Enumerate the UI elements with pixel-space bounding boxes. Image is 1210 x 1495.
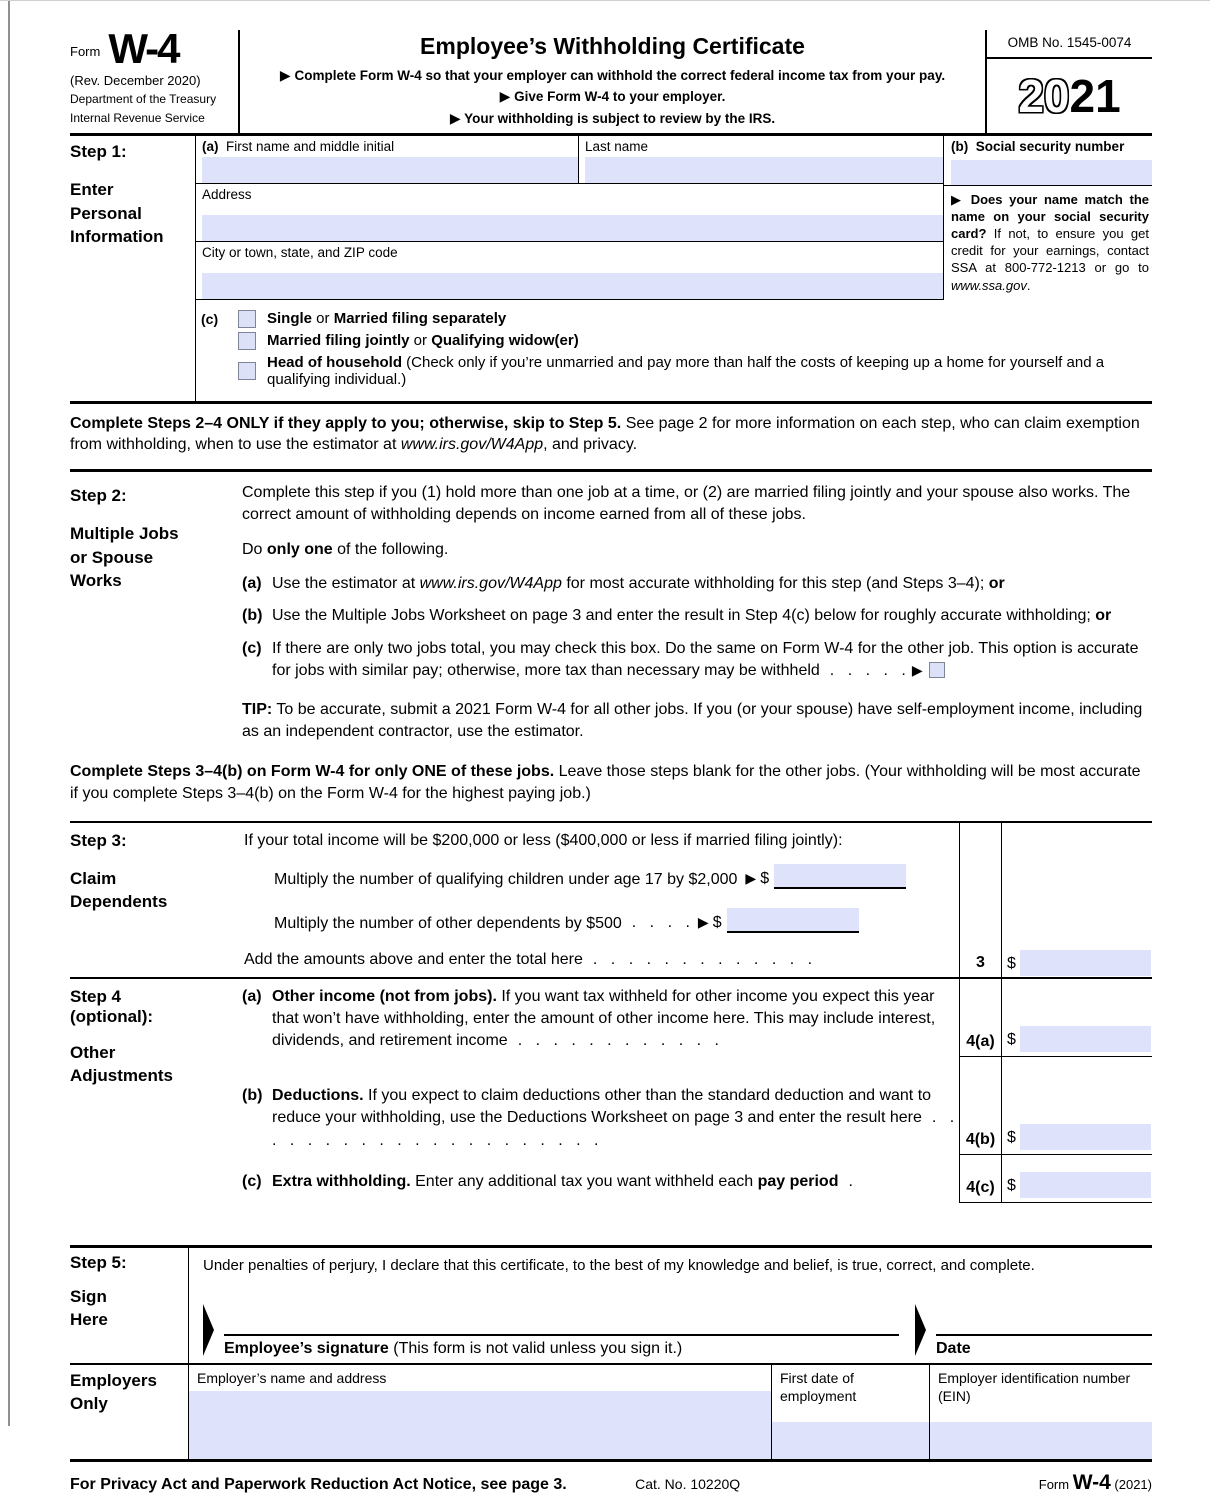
other-dependents-amount-input[interactable] xyxy=(727,908,859,933)
dot-leader: . . . . . . . . . . . . . xyxy=(592,950,813,968)
label-c-prefix: (c) xyxy=(201,310,219,327)
step2-label xyxy=(70,482,242,744)
ein-input[interactable] xyxy=(930,1422,1152,1459)
item-b-body: Use the Multiple Jobs Worksheet on page 3 and enter the result in Step 4(c) below for roughly accurate withholding; xyxy=(272,607,1096,625)
step4b-row xyxy=(242,1057,959,1155)
label-b-prefix: (b) xyxy=(951,138,969,154)
tax-year xyxy=(987,59,1152,133)
ssn-column xyxy=(944,136,1152,300)
dot-leader: . xyxy=(848,1172,853,1190)
item-b-prefix: (b) xyxy=(242,607,263,625)
year-solid: 21 xyxy=(1069,69,1121,122)
arrow-icon: ▶ xyxy=(449,109,461,126)
header-bullet-2 xyxy=(250,86,975,107)
item-a-pre: Use the estimator at xyxy=(272,575,420,593)
omb-year-block xyxy=(987,30,1152,133)
ssn-cell xyxy=(944,139,1152,186)
bullet-3-text: Your withholding is subject to review by the IRS. xyxy=(464,110,776,126)
first-name-label-text: First name and middle initial xyxy=(226,138,395,154)
children-row-text: Multiply the number of qualifying children under age 17 by $2,000 xyxy=(274,870,738,888)
line-4a-number: 4(a) xyxy=(959,979,1002,1057)
revision-date: (Rev. December 2020) xyxy=(70,72,201,88)
ssa-gov-link: www.ssa.gov xyxy=(951,277,1027,293)
do-post: of the following. xyxy=(332,540,449,558)
dollar-sign: $ xyxy=(712,913,722,931)
step4-title: Step 4 xyxy=(70,986,122,1006)
w4app-link: www.irs.gov/W4App xyxy=(419,575,562,593)
header-bullet-3 xyxy=(250,108,975,129)
step4a-item xyxy=(242,986,959,1052)
step4-label xyxy=(70,979,242,1203)
step2-title: Step 2: xyxy=(70,485,127,505)
form-number: W-4 xyxy=(108,25,179,72)
ssa-note-end: . xyxy=(1026,277,1031,293)
page-left-edge xyxy=(8,0,10,1426)
step5-title: Step 5: xyxy=(70,1252,127,1272)
step2-body xyxy=(242,482,1152,744)
ein-cell xyxy=(930,1365,1152,1459)
date-label xyxy=(936,1336,1152,1358)
item-a-text xyxy=(272,573,1152,595)
notice24-bold: Complete Steps 2–4 ONLY if they apply to you; otherwise, skip to Step 5. xyxy=(70,414,622,432)
footer-form-number: W-4 xyxy=(1072,1470,1111,1494)
single-mid: or xyxy=(312,310,334,328)
footer-form-id xyxy=(1039,1471,1152,1495)
item-a-post: for most accurate withholding for this step (and Steps 3–4); xyxy=(561,575,989,593)
step4b-item xyxy=(242,1085,959,1151)
filing-option-married-jointly xyxy=(201,332,1152,350)
year-outline: 20 xyxy=(1018,69,1070,122)
step4c-amount-input[interactable] xyxy=(1020,1172,1151,1198)
header-bullet-1 xyxy=(250,65,975,86)
single-option-text xyxy=(267,310,506,327)
city-label: City or town, state, and ZIP code xyxy=(202,244,398,260)
item-a-or: or xyxy=(988,575,1005,593)
employers-only-label xyxy=(70,1365,188,1459)
item-4c-text xyxy=(272,1171,859,1193)
ssa-note xyxy=(951,186,1152,300)
married-jointly-text xyxy=(267,332,579,349)
step4c-amount-cell xyxy=(1002,1155,1152,1203)
do-pre: Do xyxy=(242,540,267,558)
form-title: Employee’s Withholding Certificate xyxy=(420,33,805,59)
dot-leader: . . . . . xyxy=(829,662,906,680)
step2-do-line xyxy=(242,539,1152,561)
signature-label-rest: (This form is not valid unless you sign it.) xyxy=(388,1339,683,1357)
employers-only-title: Employers Only xyxy=(70,1370,157,1413)
city-input[interactable] xyxy=(202,273,943,299)
item-4b-text xyxy=(272,1085,959,1151)
employers-only-section xyxy=(70,1365,1152,1462)
first-name-cell xyxy=(196,136,578,183)
first-name-label xyxy=(202,139,578,157)
employers-body xyxy=(188,1365,1152,1459)
arrow-icon: ▶ xyxy=(951,191,971,207)
date-arrow-icon xyxy=(915,1304,926,1356)
item-4b-prefix: (b) xyxy=(242,1087,263,1105)
dollar-sign: $ xyxy=(1007,954,1016,972)
dot-leader: . . . . . . . . . . . . . . . . . . . . . xyxy=(272,1109,955,1149)
qualifying-children-row xyxy=(274,864,959,889)
step4a-row xyxy=(242,979,959,1057)
step2-section xyxy=(70,472,1152,750)
step4c-row xyxy=(242,1155,959,1203)
item-c-body: If there are only two jobs total, you may check this box. Do the same on Form W-4 for the other job. This option is accurate for jobs with similar pay; otherwise, more tax than necessary may be withheld xyxy=(272,639,1139,680)
line-4c-number: 4(c) xyxy=(959,1155,1002,1203)
ssa-note-bold: Does your name match the name on your social security card? xyxy=(951,191,1149,242)
step1-fields xyxy=(196,136,944,300)
step3-total-cell xyxy=(1002,823,1152,977)
last-name-cell xyxy=(578,136,943,183)
single-bold: Single xyxy=(267,310,313,328)
ssn-label xyxy=(951,139,1152,157)
step4a-amount-input[interactable] xyxy=(1020,1026,1151,1052)
checkbox-head-household[interactable] xyxy=(238,362,256,380)
employer-name-label: Employer’s name and address xyxy=(197,1369,387,1386)
form-footer xyxy=(70,1462,1152,1495)
first-date-employment-input[interactable] xyxy=(772,1422,929,1459)
date-field xyxy=(936,1306,1152,1358)
step4b-amount-cell xyxy=(1002,1057,1152,1155)
address-label: Address xyxy=(202,186,252,202)
omb-number: OMB No. 1545-0074 xyxy=(987,30,1152,59)
signature-row xyxy=(203,1304,1152,1363)
step4b-amount-input[interactable] xyxy=(1020,1124,1151,1150)
item-4a-prefix: (a) xyxy=(242,987,262,1005)
mfj-bold2: Qualifying widow(er) xyxy=(431,332,579,350)
item-4b-body: If you expect to claim deductions other than the standard deduction and want to reduce your withholding, use the Deductions Worksheet on page 3 and enter the result here xyxy=(272,1087,932,1127)
dollar-sign: $ xyxy=(760,869,770,887)
step2-item-c xyxy=(242,638,1152,683)
item-4a-body: If you want tax withheld for other income you expect this year that won’t have withholding, enter the amount of other income here. This may include interest, dividends, and retirement income xyxy=(272,987,936,1049)
last-name-input[interactable] xyxy=(585,157,943,183)
item-b-or: or xyxy=(1095,607,1112,625)
first-date-label: First date of employment xyxy=(780,1369,857,1404)
step5-subtitle: Sign Here xyxy=(70,1286,108,1330)
item-4c-prefix: (c) xyxy=(242,1172,262,1190)
agency-line: Internal Revenue Service xyxy=(70,111,205,126)
form-header xyxy=(70,25,1152,136)
first-name-input[interactable] xyxy=(202,157,578,183)
employer-name-address-input[interactable] xyxy=(189,1391,771,1459)
step3-section xyxy=(70,823,1152,979)
form-word: Form xyxy=(70,43,101,59)
item-4b-bold: Deductions. xyxy=(272,1087,364,1105)
do-bold: only one xyxy=(266,540,333,558)
employee-signature-line[interactable] xyxy=(224,1306,899,1336)
footer-form-year: (2021) xyxy=(1110,1476,1152,1492)
item-4a-text xyxy=(272,986,959,1052)
mfj-bold: Married filing jointly xyxy=(267,332,410,350)
tip-bold: TIP: xyxy=(242,700,273,718)
address-cell xyxy=(196,184,943,242)
checkbox-married-jointly[interactable] xyxy=(238,332,256,350)
step4-subtitle: Other Adjustments xyxy=(70,1042,173,1086)
step1-subtitle: Enter Personal Information xyxy=(70,179,164,247)
signature-label-bold: Employee’s signature xyxy=(224,1339,389,1357)
signature-field xyxy=(224,1306,899,1358)
filing-option-single xyxy=(201,310,1152,328)
step4-optional: (optional): xyxy=(70,1006,154,1026)
last-name-label: Last name xyxy=(584,138,648,154)
step2-subtitle: Multiple Jobs or Spouse Works xyxy=(70,523,179,591)
other-dependents-text: Multiply the number of other dependents by $500 xyxy=(274,914,622,932)
head-household-text xyxy=(267,354,1152,388)
spacer xyxy=(70,1203,1152,1245)
department-line: Department of the Treasury xyxy=(70,91,217,106)
hoh-rest: (Check only if you’re unmarried and pay more than half the costs of keeping up a home for yourself and a qualifying individual.) xyxy=(267,353,1105,388)
arrow-icon: ▶ xyxy=(911,662,923,679)
checkbox-two-jobs[interactable] xyxy=(929,662,945,678)
item-a-prefix: (a) xyxy=(242,575,262,593)
item-4c-bold: Extra withholding. xyxy=(272,1172,411,1190)
checkbox-single[interactable] xyxy=(238,310,256,328)
step2-item-b xyxy=(242,605,1152,627)
step3-total-input[interactable] xyxy=(1020,950,1151,976)
step4a-amount-cell xyxy=(1002,979,1152,1057)
notice-steps-3-4b xyxy=(70,757,1152,822)
item-4c-body: Enter any additional tax you want withheld each xyxy=(410,1172,758,1190)
dollar-sign: $ xyxy=(1007,1176,1016,1194)
city-cell xyxy=(196,242,943,300)
dollar-sign: $ xyxy=(1007,1128,1016,1146)
ssn-label-text: Social security number xyxy=(975,138,1125,154)
dollar-sign: $ xyxy=(1007,1030,1016,1048)
mfj-mid: or xyxy=(409,332,432,350)
step4-section xyxy=(70,979,1152,1203)
qualifying-children-amount-input[interactable] xyxy=(774,864,906,889)
date-label-text: Date xyxy=(936,1339,971,1357)
step1-label xyxy=(70,136,195,401)
notice-steps-2-4 xyxy=(70,404,1152,472)
address-input[interactable] xyxy=(202,215,943,241)
catalog-number: Cat. No. 10220Q xyxy=(635,1475,741,1492)
step2-intro: Complete this step if you (1) hold more than one job at a time, or (2) are married filing jointly and your spouse also works. The correct amount of withholding depends on income earned from all of these jobs. xyxy=(242,483,1131,524)
date-line[interactable] xyxy=(936,1306,1152,1336)
footer-form-word: Form xyxy=(1038,1476,1073,1492)
hoh-bold: Head of household xyxy=(267,353,402,371)
step3-label xyxy=(70,823,242,977)
item-4a-bold: Other income (not from jobs). xyxy=(272,987,497,1005)
page-top-edge xyxy=(0,0,1210,1)
item-c-text xyxy=(272,638,1152,683)
item-c-prefix: (c) xyxy=(242,639,262,657)
step5-body xyxy=(188,1248,1152,1363)
notice24-end: , and privacy. xyxy=(543,436,638,454)
step1-title: Step 1: xyxy=(70,141,127,161)
bullet-2-text: Give Form W-4 to your employer. xyxy=(514,89,726,105)
arrow-icon: ▶ xyxy=(279,67,291,83)
step3-intro: If your total income will be $200,000 or less ($400,000 or less if married filing jointly): xyxy=(244,831,843,849)
step2-item-a xyxy=(242,573,1152,595)
notice34-bold: Complete Steps 3–4(b) on Form W-4 for only ONE of these jobs. xyxy=(70,763,555,781)
arrow-icon: ▶ xyxy=(697,913,709,930)
employer-name-cell xyxy=(189,1365,772,1459)
signature-arrow-icon xyxy=(203,1304,214,1356)
notice34-text: Leave those steps blank for the other jobs. (Your withholding will be most accurate if you complete Steps 3–4(b) on the Form W-4 for the highest paying job.) xyxy=(70,763,1141,802)
filing-option-head-household xyxy=(201,354,1152,388)
privacy-notice: For Privacy Act and Paperwork Reduction Act Notice, see page 3. xyxy=(70,1475,567,1493)
dot-leader: . . . . xyxy=(631,913,690,931)
form-id-block xyxy=(70,25,238,133)
tip-text: To be accurate, submit a 2021 Form W-4 for all other jobs. If you (or your spouse) have self-employment income, including as an independent contractor, use the estimator. xyxy=(242,700,1143,740)
single-bold2: Married filing separately xyxy=(333,310,507,328)
w4app-link: www.irs.gov/W4App xyxy=(400,436,544,454)
bullet-1-text: Complete Form W-4 so that your employer can withhold the correct federal income tax from your pay. xyxy=(294,68,946,83)
first-date-cell xyxy=(772,1365,930,1459)
filing-status-group xyxy=(196,300,1152,401)
label-a-prefix: (a) xyxy=(202,138,219,154)
line-4b-number: 4(b) xyxy=(959,1057,1002,1155)
perjury-statement: Under penalties of perjury, I declare that this certificate, to the best of my knowledge and belief, is true, correct, and complete. xyxy=(203,1256,1035,1274)
item-4c-bold2: pay period xyxy=(757,1172,839,1190)
step2-tip xyxy=(242,699,1152,744)
dot-leader: . . . . . . . . . . . . xyxy=(517,1031,719,1049)
step3-title: Step 3: xyxy=(70,830,127,850)
form-title-block xyxy=(238,30,987,133)
arrow-icon: ▶ xyxy=(499,88,511,105)
step4c-item xyxy=(242,1171,859,1193)
line-3-number: 3 xyxy=(959,823,1002,977)
notice24-text: See page 2 for more information on each step, who can claim exemption from withholding, when to use the estimator at xyxy=(70,414,1140,454)
item-b-text xyxy=(272,605,1152,627)
other-dependents-row xyxy=(274,908,959,933)
step5-label xyxy=(70,1248,188,1363)
step3-subtitle: Claim Dependents xyxy=(70,868,168,912)
step3-total-row xyxy=(244,951,959,977)
step1-body xyxy=(195,136,1152,401)
total-row-text: Add the amounts above and enter the total here xyxy=(244,950,583,968)
arrow-icon: ▶ xyxy=(745,869,757,886)
ssn-input[interactable] xyxy=(951,160,1152,185)
signature-label xyxy=(224,1336,899,1358)
step1-section xyxy=(70,136,1152,404)
ein-label: Employer identification number (EIN) xyxy=(938,1369,1131,1404)
ssa-note-text: If not, to ensure you get credit for your earnings, contact SSA at 800-772-1213 or go to xyxy=(951,226,1149,276)
step5-section xyxy=(70,1245,1152,1365)
